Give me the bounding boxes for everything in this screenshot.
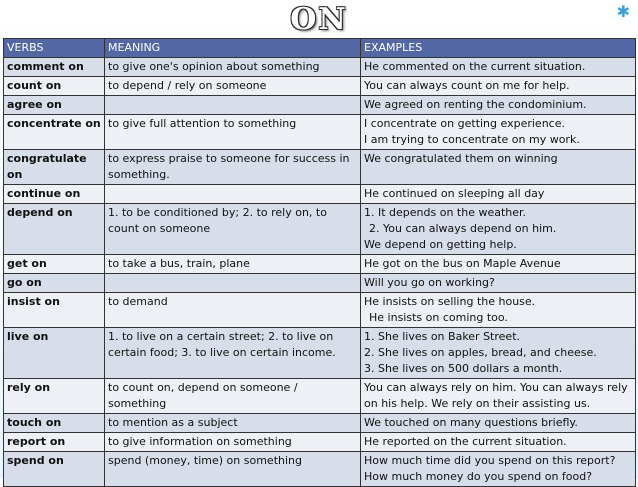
meaning-text: to give full attention to something xyxy=(108,117,297,130)
verb-cell: comment on xyxy=(4,58,105,77)
examples-cell xyxy=(361,293,636,328)
example-text: We touched on many questions briefly. xyxy=(364,416,578,429)
table-row xyxy=(4,150,636,185)
meaning-text: to mention as a subject xyxy=(108,416,238,429)
verb-cell: go on xyxy=(4,274,105,293)
meaning-text: to give information on something xyxy=(108,435,292,448)
example-text: How much money do you spend on food? xyxy=(364,470,593,483)
table-row xyxy=(4,255,636,274)
verb-cell: report on xyxy=(4,433,105,452)
table-row xyxy=(4,293,636,328)
example-text: 2. She lives on apples, bread, and cheese. xyxy=(364,346,597,359)
verb-cell: concentrate on xyxy=(4,115,105,150)
verb-cell: rely on xyxy=(4,379,105,414)
table-row xyxy=(4,328,636,379)
verb-cell: count on xyxy=(4,77,105,96)
meaning-text: 1. to live on a certain street; 2. to live on certain food; 3. to live on certain income. xyxy=(108,330,336,359)
page-title: ON xyxy=(290,2,348,37)
example-text: 2. You can always depend on him. xyxy=(369,222,557,235)
table-row xyxy=(4,204,636,255)
examples-cell xyxy=(361,58,636,77)
meaning-cell xyxy=(105,328,361,379)
table-row xyxy=(4,115,636,150)
verb-cell: get on xyxy=(4,255,105,274)
verb-cell: live on xyxy=(4,328,105,379)
examples-cell xyxy=(361,255,636,274)
meaning-text: 1. to be conditioned by; 2. to rely on, to count on someone xyxy=(108,206,327,235)
verb-text: congratulate on xyxy=(7,152,87,181)
meaning-text: to demand xyxy=(108,295,168,308)
examples-cell xyxy=(361,204,636,255)
meaning-cell xyxy=(105,293,361,328)
table-row xyxy=(4,433,636,452)
meaning-text: to count on, depend on someone / something xyxy=(108,381,298,410)
example-text: He got on the bus on Maple Avenue xyxy=(364,257,561,270)
example-text: He insists on selling the house. xyxy=(364,295,536,308)
meaning-cell xyxy=(105,379,361,414)
example-text: You can always rely on him. You can always rely on his help. We rely on their assisting us. xyxy=(364,381,628,410)
phrasal-verbs-table xyxy=(3,38,636,487)
table-row xyxy=(4,185,636,204)
verb-cell: insist on xyxy=(4,293,105,328)
verb-cell: agree on xyxy=(4,96,105,115)
example-text: He insists on coming too. xyxy=(369,311,508,324)
example-text: 3. She lives on 500 dollars a month. xyxy=(364,362,563,375)
example-text: We agreed on renting the condominium. xyxy=(364,98,587,111)
verb-cell: continue on xyxy=(4,185,105,204)
table-header-row xyxy=(4,39,636,58)
meaning-cell xyxy=(105,452,361,487)
example-text: 1. She lives on Baker Street. xyxy=(364,330,520,343)
example-text: I concentrate on getting experience. xyxy=(364,117,565,130)
meaning-text: to take a bus, train, plane xyxy=(108,257,250,270)
table-row xyxy=(4,58,636,77)
example-text: He reported on the current situation. xyxy=(364,435,567,448)
examples-cell xyxy=(361,77,636,96)
meaning-cell xyxy=(105,433,361,452)
meaning-cell xyxy=(105,255,361,274)
example-text: 1. It depends on the weather. xyxy=(364,206,527,219)
examples-cell xyxy=(361,185,636,204)
table-row xyxy=(4,274,636,293)
examples-cell xyxy=(361,274,636,293)
example-text: Will you go on working? xyxy=(364,276,495,289)
meaning-cell xyxy=(105,414,361,433)
meaning-cell xyxy=(105,58,361,77)
examples-cell xyxy=(361,96,636,115)
meaning-cell xyxy=(105,96,361,115)
star-icon: ✱ xyxy=(616,2,630,21)
meaning-text: to give one's opinion about something xyxy=(108,60,320,73)
verb-cell xyxy=(4,150,105,185)
meaning-cell xyxy=(105,185,361,204)
table-row xyxy=(4,379,636,414)
meaning-cell xyxy=(105,204,361,255)
example-text: He continued on sleeping all day xyxy=(364,187,545,200)
header-meaning: MEANING xyxy=(105,39,361,58)
example-text: You can always count on me for help. xyxy=(364,79,570,92)
meaning-cell xyxy=(105,150,361,185)
table-row xyxy=(4,452,636,487)
example-text: We congratulated them on winning xyxy=(364,152,558,165)
meaning-cell xyxy=(105,77,361,96)
meaning-text: to depend / rely on someone xyxy=(108,79,267,92)
examples-cell xyxy=(361,150,636,185)
verb-cell: depend on xyxy=(4,204,105,255)
verb-cell: spend on xyxy=(4,452,105,487)
examples-cell xyxy=(361,379,636,414)
verb-cell: touch on xyxy=(4,414,105,433)
meaning-text: to express praise to someone for success in something. xyxy=(108,152,350,181)
table-row xyxy=(4,77,636,96)
header-verbs: VERBS xyxy=(4,39,105,58)
examples-cell xyxy=(361,414,636,433)
meaning-cell xyxy=(105,115,361,150)
meaning-cell xyxy=(105,274,361,293)
examples-cell xyxy=(361,433,636,452)
examples-cell xyxy=(361,452,636,487)
table-row xyxy=(4,96,636,115)
example-text: I am trying to concentrate on my work. xyxy=(364,133,580,146)
examples-cell xyxy=(361,115,636,150)
example-text: We depend on getting help. xyxy=(364,238,517,251)
examples-cell xyxy=(361,328,636,379)
example-text: He commented on the current situation. xyxy=(364,60,586,73)
meaning-text: spend (money, time) on something xyxy=(108,454,302,467)
table-row xyxy=(4,414,636,433)
header-examples: EXAMPLES xyxy=(361,39,636,58)
example-text: How much time did you spend on this report? xyxy=(364,454,616,467)
